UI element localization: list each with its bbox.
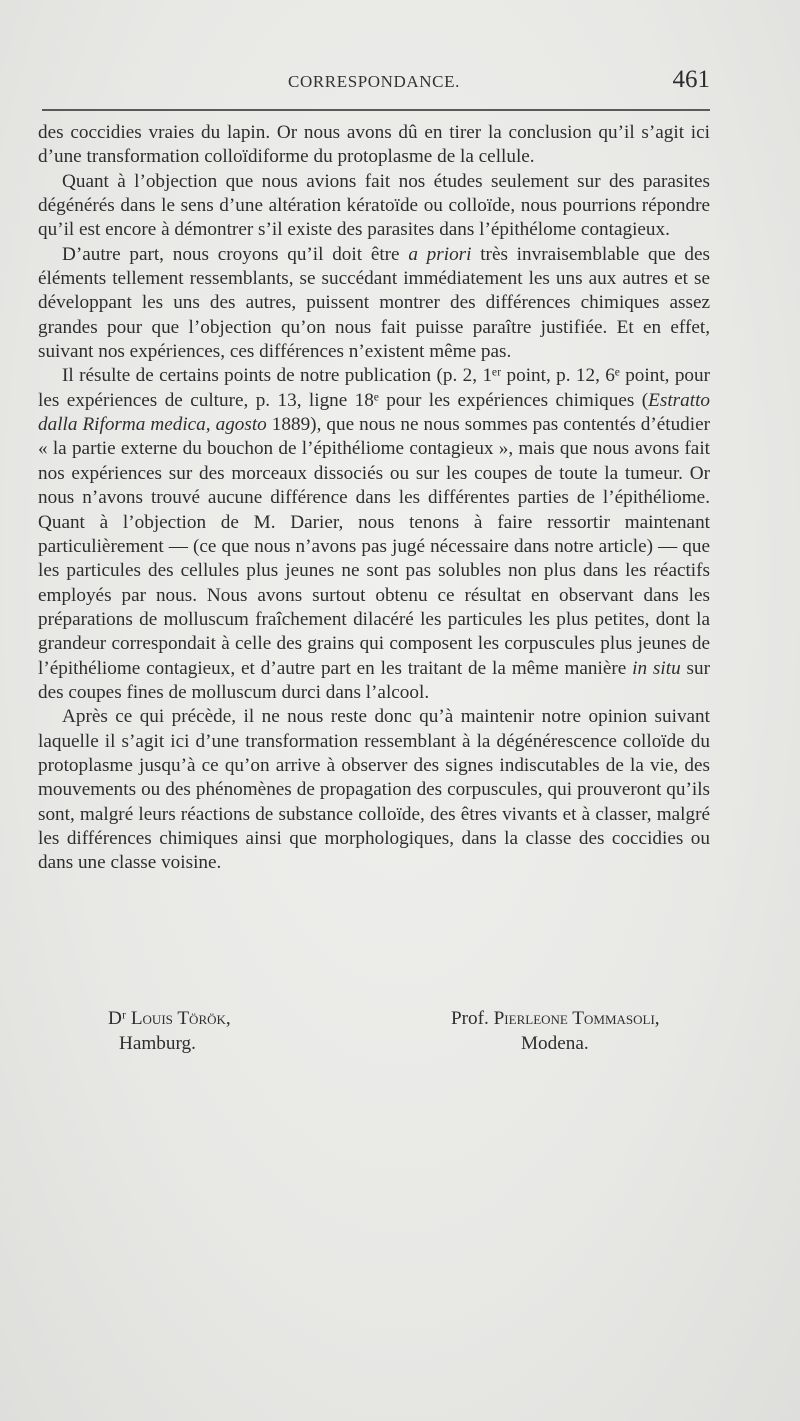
paragraph-2 bbox=[38, 170, 710, 243]
page-number: 461 bbox=[672, 66, 710, 93]
paragraph-4-text-end: sur des coupes fines de molluscum durci dans l’alcool. bbox=[38, 657, 710, 703]
paragraph-4-text-middle: 1889), que nous ne nous sommes pas contentés d’étudier « la partie externe du bouchon de l’épithéliome contagieux », mais que nous avons fait nos expériences sur des morceaux dissociés ou sur les coupes de toute la tumeur. Or nous n’avons trouvé aucune différence dans les différentes parties de l’épithéliome. Quant à l’objection de M. Darier, nous tenons à faire ressortir maintenant particulièrement — (ce que nous n’avons pas jugé nécessaire dans notre article) — que les particules des cellules plus jeunes ne sont pas solubles non plus dans les réactifs employés par nous. Nous avons surtout obtenu ce résultat en observant dans les préparations de molluscum fraîchement dilacéré les particules les plus petites, dont la grandeur correspondait à celle des grains qui composent les corpuscules plus jeunes de l’épithéliome contagieux, et d’autre part en les traitant de la même manière bbox=[38, 414, 711, 679]
paragraph-4-italic-in-situ: in situ bbox=[632, 657, 681, 679]
paragraph-4-italic-citation: Estratto dalla Riforma medica, agosto bbox=[38, 389, 710, 436]
paragraph-5-text: Après ce qui précède, il ne nous reste donc qu’à maintenir notre opinion suivant laquelle il s’agit ici d’une transformation ressemblant à la dégénérescence colloïde du protoplasme jusqu’à ce qu’on arrive à observer des signes indiscutables de la vie, des mouvements ou des phénomènes de propagation des corpuscules, qui prouveront qu’ils sont, malgré leurs réactions de substance colloïde, des êtres vivants et à classer, malgré les différences chimiques ainsi que morphologiques, dans la classe des coccidies ou dans une classe voisine. bbox=[38, 706, 710, 874]
running-header bbox=[38, 66, 710, 96]
signature-right-name: Pierleone Tommasoli, bbox=[493, 1008, 660, 1029]
signature-right-title: Prof. bbox=[451, 1008, 489, 1029]
signature-left-city: Hamburg. bbox=[119, 1033, 196, 1054]
running-title: CORRESPONDANCE. bbox=[288, 72, 460, 91]
paragraph-3 bbox=[38, 243, 710, 365]
signature-left-title: Dʳ bbox=[108, 1008, 127, 1029]
paragraph-3-text-start: D’autre part, nous croyons qu’il doit être bbox=[62, 243, 409, 265]
signature-left bbox=[108, 1006, 231, 1056]
paragraph-1 bbox=[38, 121, 710, 170]
signature-right-name-line bbox=[451, 1006, 660, 1031]
paragraph-2-text: Quant à l’objection que nous avions fait nos études seulement sur des parasites dégénérés dans le sens d’une altération kératoïde ou colloïde, nous pourrions répondre qu’il est encore à démontrer s’il existe des parasites dans l’épithélome contagieux. bbox=[38, 170, 710, 241]
paragraph-4-text-start: Il résulte de certains points de notre publication (p. 2, 1ᵉʳ point, p. 12, 6ᵉ point, pour les expériences de culture, p. 13, ligne 18ᵉ pour les expériences chimiques ( bbox=[38, 365, 710, 411]
signature-left-name: Louis Török, bbox=[130, 1008, 231, 1029]
paragraph-3-text-end: très invraisemblable que des éléments tellement ressemblants, se succédant immédiatement les uns aux autres et se développant les uns des autres, puissent montrer des différences chimiques assez grandes pour que l’objection qu’on nous fait puisse paraître justifiée. Et en effet, suivant nos expériences, ces différences n’existent même pas. bbox=[38, 243, 711, 363]
paragraph-1-text: des coccidies vraies du lapin. Or nous avons dû en tirer la conclusion qu’il s’agit ici d’une transformation colloïdiforme du protoplasme de la cellule. bbox=[38, 122, 710, 168]
paragraph-5 bbox=[38, 705, 710, 875]
signature-block bbox=[38, 1006, 710, 1066]
paragraph-3-italic: a priori bbox=[408, 243, 472, 265]
article-body bbox=[38, 121, 710, 876]
signature-left-name-line bbox=[108, 1006, 231, 1031]
paragraph-4 bbox=[38, 364, 710, 705]
signature-right bbox=[451, 1006, 660, 1056]
signature-right-city: Modena. bbox=[521, 1033, 589, 1054]
header-rule bbox=[42, 109, 710, 111]
